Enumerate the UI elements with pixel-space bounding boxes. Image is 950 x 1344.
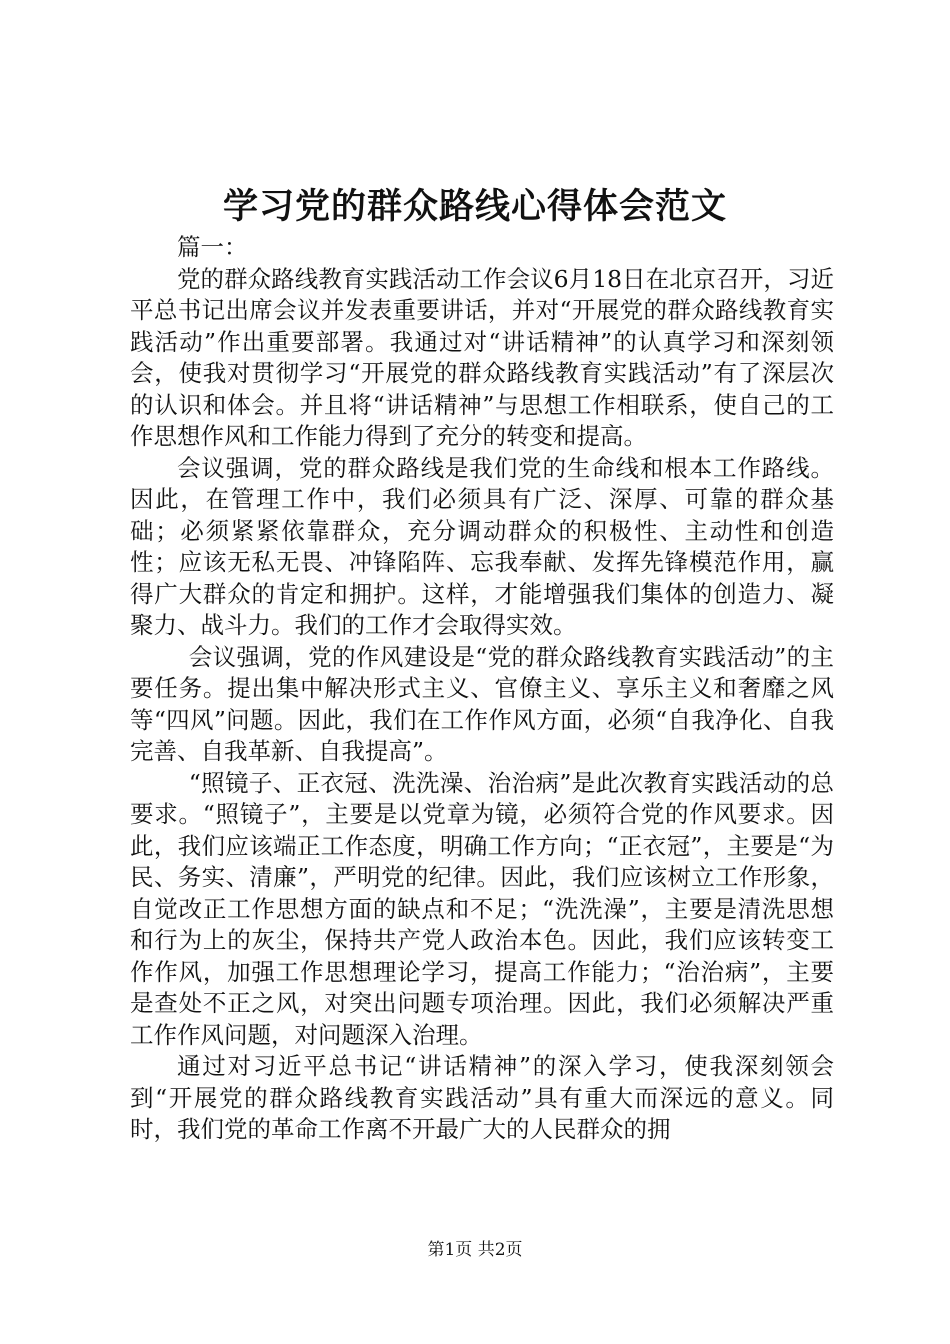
section-label: 篇一： [177,233,248,261]
paragraph-1: 党的群众路线教育实践活动工作会议6月18日在北京召开，习近平总书记出席会议并发表重要讲话，并对“开展党的群众路线教育实践活动”作出重要部署。我通过对“讲话精神”的认真学习和深刻领会，使我对贯彻学习“开展党的群众路线教育实践活动”有了深层次的认识和体会。并且将“讲话精神”与思想工作相联系，使自己的工作思想作风和工作能力得到了充分的转变和提高。 [130,264,834,450]
document-body [130,232,834,1146]
paragraph-2: 会议强调，党的群众路线是我们党的生命线和根本工作路线。因此，在管理工作中，我们必须具有广泛、深厚、可靠的群众基础；必须紧紧依靠群众，充分调动群众的积极性、主动性和创造性；应该无私无畏、冲锋陷阵、忘我奉献、发挥先锋模范作用，赢得广大群众的肯定和拥护。这样，才能增强我们集体的创造力、凝聚力、战斗力。我们的工作才会取得实效。 [130,453,834,639]
document-title: 学习党的群众路线心得体会范文 [222,186,727,227]
paragraph-3: 会议强调，党的作风建设是“党的群众路线教育实践活动”的主要任务。提出集中解决形式主义、官僚主义、享乐主义和奢靡之风等“四风”问题。因此，我们在工作作风方面，必须“自我净化、自我完善、自我革新、自我提高”。 [130,642,834,765]
paragraph-4: “照镜子、正衣冠、洗洗澡、治治病”是此次教育实践活动的总要求。“照镜子”，主要是以党章为镜，必须符合党的作风要求。因此，我们应该端正工作态度，明确工作方向；“正衣冠”，主要是“为民、务实、清廉”，严明党的纪律。因此，我们应该树立工作形象，自觉改正工作思想方面的缺点和不足；“洗洗澡”，主要是清洗思想和行为上的灰尘，保持共产党人政治本色。因此，我们应该转变工作作风，加强工作思想理论学习，提高工作能力；“治治病”，主要是查处不正之风，对突出问题专项治理。因此，我们必须解决严重工作作风问题，对问题深入治理。 [130,768,834,1049]
paragraph-5: 通过对习近平总书记“讲话精神”的深入学习，使我深刻领会到“开展党的群众路线教育实践活动”具有重大而深远的意义。同时，我们党的革命工作离不开最广大的人民群众的拥 [130,1052,834,1143]
page-footer: 第1页 共2页 [427,1240,523,1260]
